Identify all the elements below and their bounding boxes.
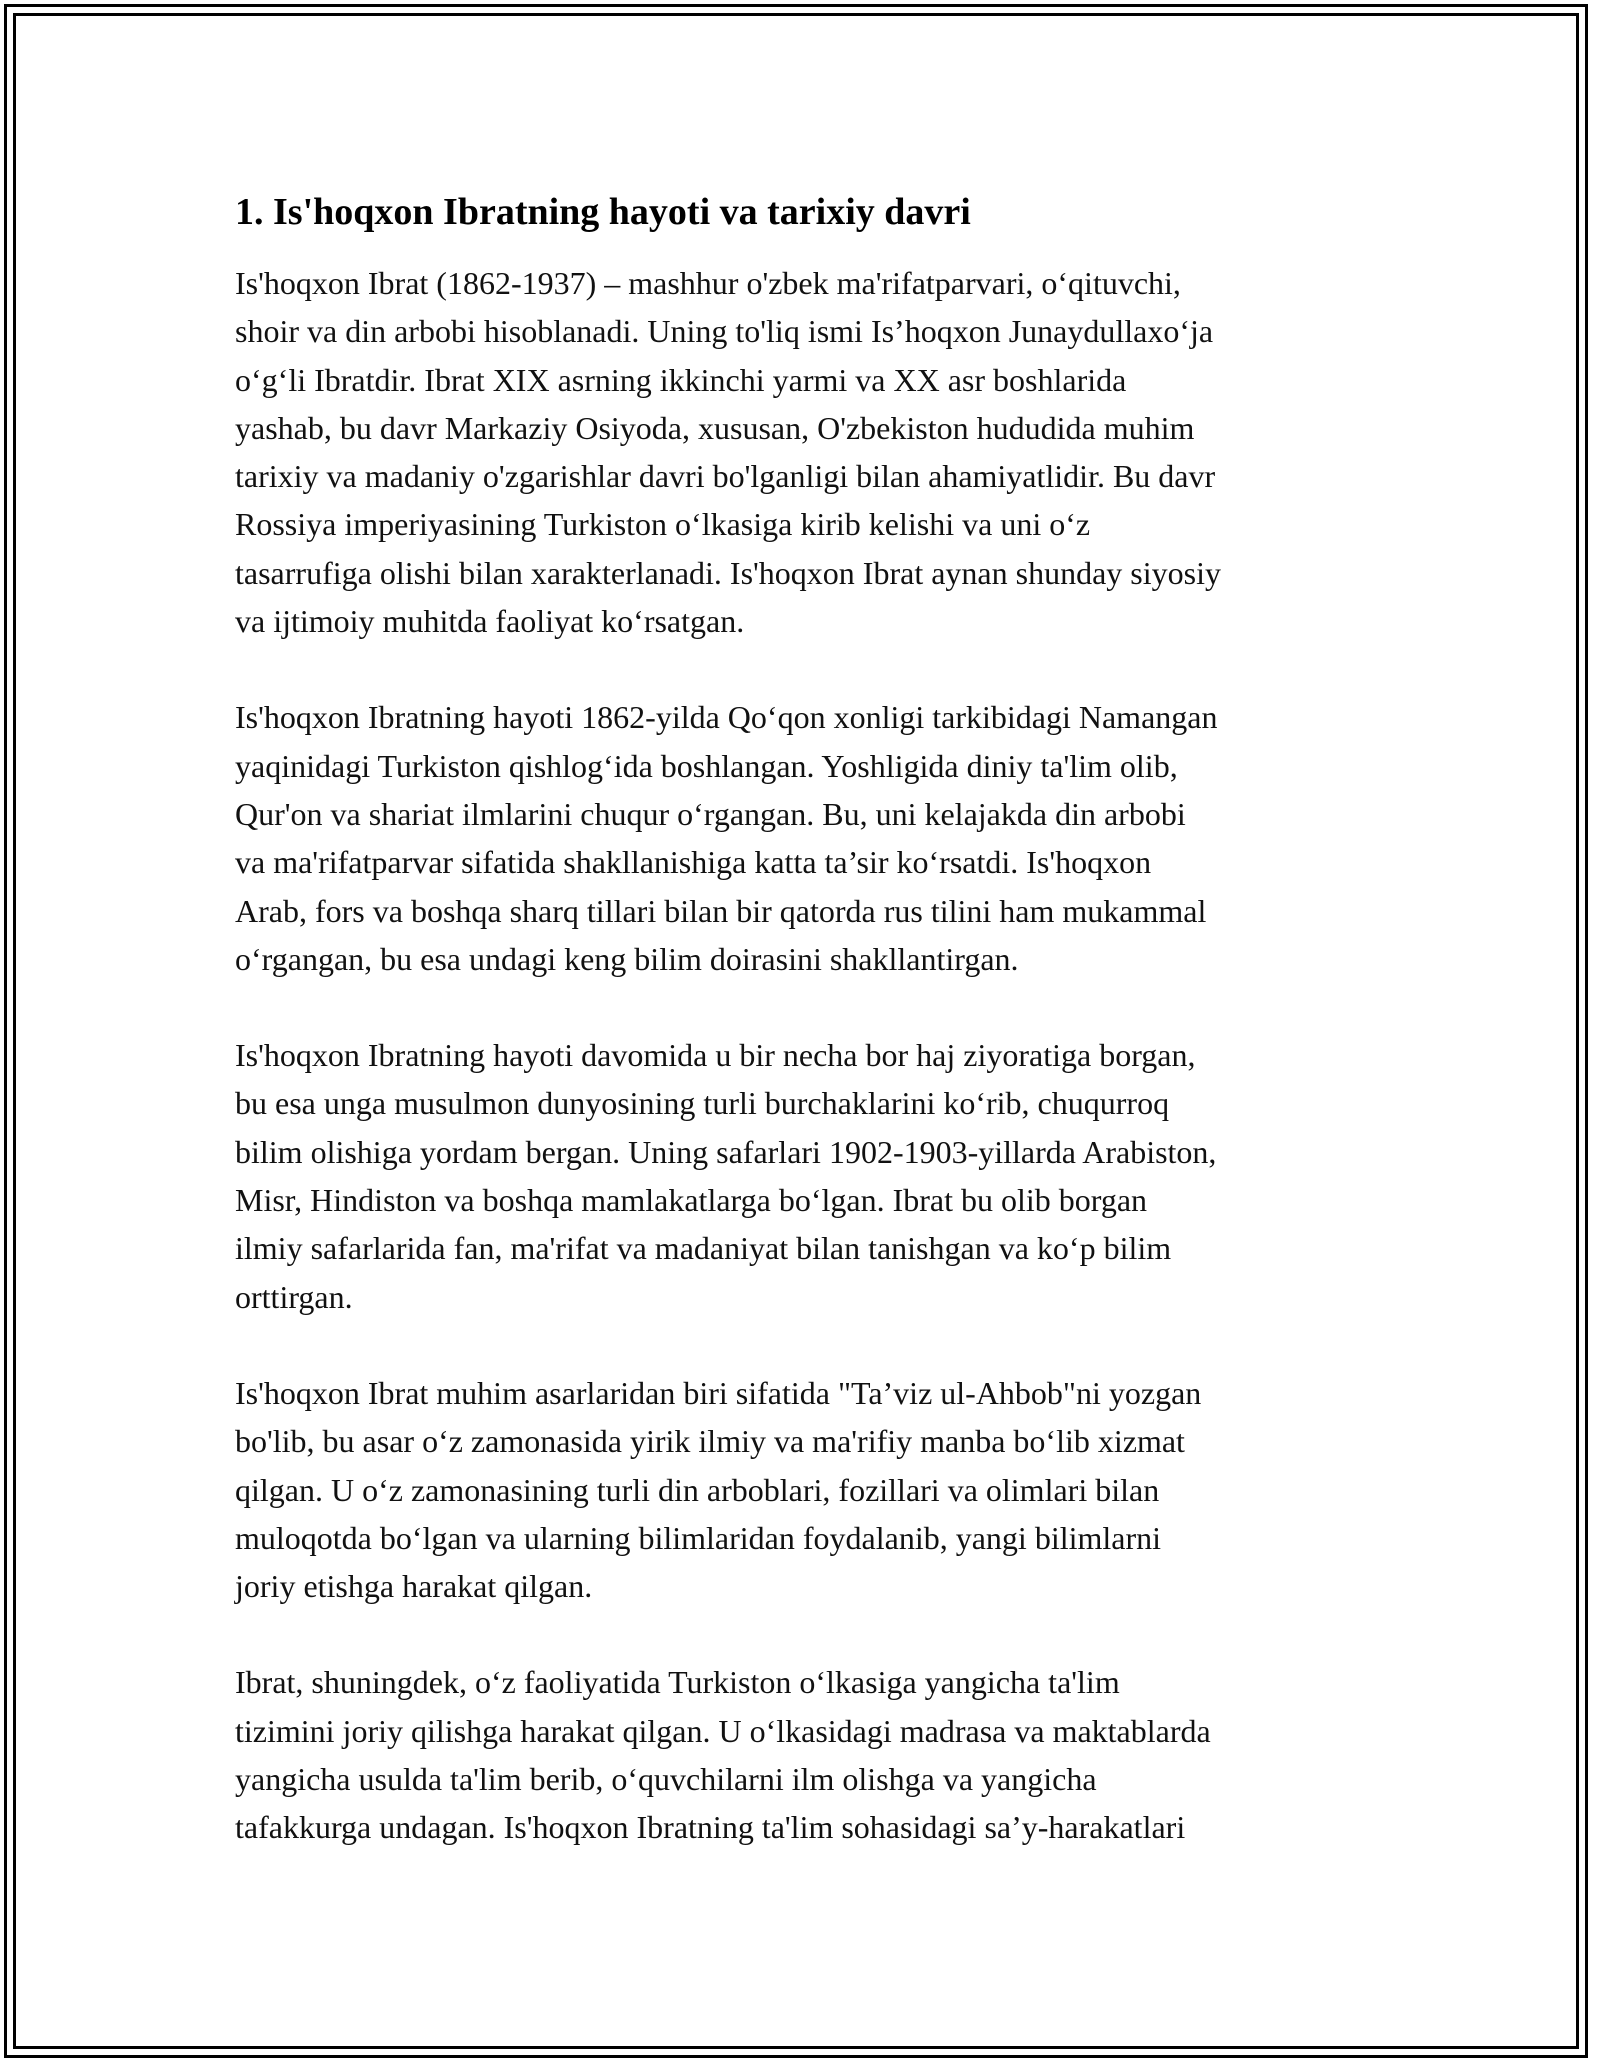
- document-body: [235, 185, 1375, 1900]
- paragraph-4: [235, 1369, 1375, 1610]
- paragraph-line: Is'hoqxon Ibrat (1862-1937) – mashhur o'zbek ma'rifatparvari, o‘qituvchi,: [235, 265, 1181, 301]
- paragraph-line: shoir va din arbobi hisoblanadi. Uning to'liq ismi Is’hoqxon Junaydullaxo‘ja: [235, 313, 1214, 350]
- paragraph-line: Ibrat, shuningdek, o‘z faoliyatida Turkiston o‘lkasiga yangicha ta'lim: [235, 1664, 1120, 1701]
- paragraph-line: bu esa unga musulmon dunyosining turli burchaklarini ko‘rib, chuqurroq: [235, 1085, 1170, 1122]
- paragraph-line: Qur'on va shariat ilmlarini chuqur o‘rgangan. Bu, uni kelajakda din arbobi: [235, 795, 1186, 832]
- paragraph-line: tarixiy va madaniy o'zgarishlar davri bo'lganligi bilan ahamiyatlidir. Bu davr: [235, 458, 1216, 495]
- paragraph-line: va ijtimoiy muhitda faoliyat ko‘rsatgan.: [235, 603, 745, 640]
- paragraph-line: yangicha usulda ta'lim berib, o‘quvchilarni ilm olishga va yangicha: [235, 1761, 1097, 1798]
- paragraph-line: yaqinidagi Turkiston qishlog‘ida boshlangan. Yoshligida diniy ta'lim olib,: [235, 747, 1178, 784]
- paragraph-line: o‘g‘li Ibratdir. Ibrat XIX asrning ikkinchi yarmi va XX asr boshlarida: [235, 361, 1127, 398]
- paragraph-line: yashab, bu davr Markaziy Osiyoda, xususan, O'zbekiston hududida muhim: [235, 409, 1195, 446]
- paragraph-line: joriy etishga harakat qilgan.: [235, 1568, 593, 1605]
- paragraph-line: qilgan. U o‘z zamonasining turli din arboblari, fozillari va olimlari bilan: [235, 1471, 1160, 1508]
- paragraph-line: o‘rgangan, bu esa undagi keng bilim doirasini shakllantirgan.: [235, 940, 1019, 977]
- paragraph-line: ilmiy safarlarida fan, ma'rifat va madaniyat bilan tanishgan va ko‘p bilim: [235, 1230, 1172, 1267]
- paragraph-line: Is'hoqxon Ibrat muhim asarlaridan biri sifatida "Ta’viz ul-Ahbob"ni yozgan: [235, 1374, 1202, 1411]
- paragraph-2: [235, 693, 1375, 983]
- paragraph-line: va ma'rifatparvar sifatida shakllanishiga katta ta’sir ko‘rsatdi. Is'hoqxon: [235, 844, 1152, 881]
- paragraph-5: [235, 1658, 1375, 1851]
- paragraph-line: Arab, fors va boshqa sharq tillari bilan bir qatorda rus tilini ham mukammal: [235, 892, 1207, 929]
- paragraph-line: bo'lib, bu asar o‘z zamonasida yirik ilmiy va ma'rifiy manba bo‘lib xizmat: [235, 1423, 1185, 1460]
- paragraph-line: muloqotda bo‘lgan va ularning bilimlaridan foydalanib, yangi bilimlarni: [235, 1519, 1162, 1556]
- paragraph-1: [235, 259, 1375, 645]
- paragraph-line: Is'hoqxon Ibratning hayoti davomida u bir necha bor haj ziyoratiga borgan,: [235, 1037, 1196, 1074]
- paragraph-line: tizimini joriy qilishga harakat qilgan. U o‘lkasidagi madrasa va maktablarda: [235, 1712, 1211, 1749]
- paragraph-line: orttirgan.: [235, 1278, 353, 1315]
- paragraph-line: Misr, Hindiston va boshqa mamlakatlarga bo‘lgan. Ibrat bu olib borgan: [235, 1182, 1148, 1219]
- paragraph-line: Rossiya imperiyasining Turkiston o‘lkasiga kirib kelishi va uni o‘z: [235, 506, 1091, 543]
- paragraph-line: bilim olishiga yordam bergan. Uning safarlari 1902-1903-yillarda Arabiston,: [235, 1133, 1217, 1170]
- paragraph-line: Is'hoqxon Ibratning hayoti 1862-yilda Qo‘qon xonligi tarkibidagi Namangan: [235, 699, 1218, 736]
- paragraph-3: [235, 1031, 1375, 1321]
- paragraph-line: tafakkurga undagan. Is'hoqxon Ibratning ta'lim sohasidagi sa’y-harakatlari: [235, 1809, 1186, 1846]
- section-heading: 1. Is'hoqxon Ibratning hayoti va tarixiy davri: [235, 191, 971, 233]
- paragraph-line: tasarrufiga olishi bilan xarakterlanadi. Is'hoqxon Ibrat aynan shunday siyosiy: [235, 554, 1221, 591]
